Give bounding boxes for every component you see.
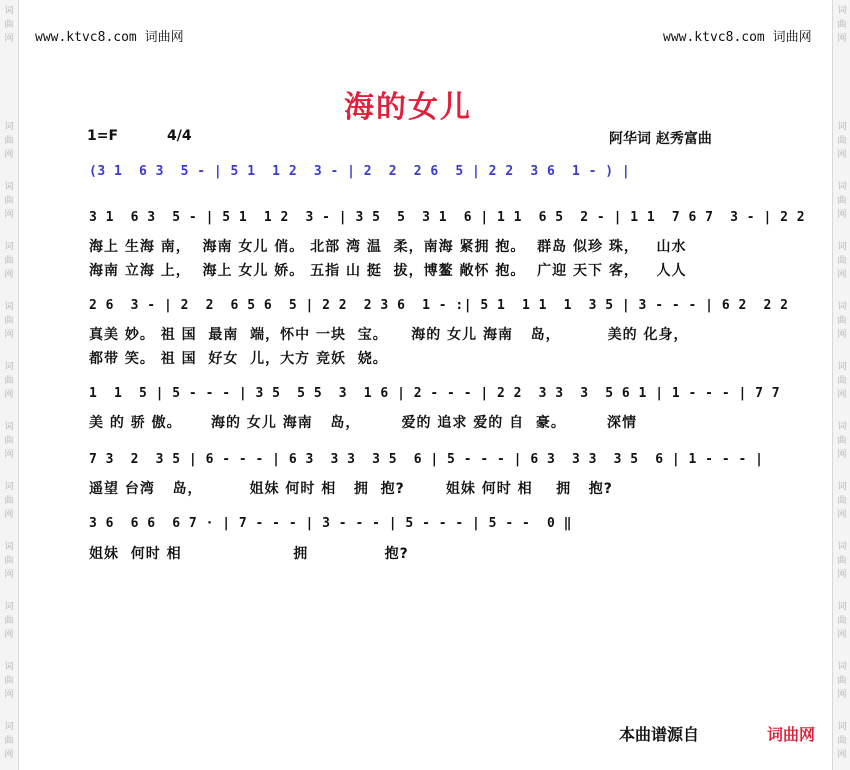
notation-line-3: 1 1 5 | 5 - - - | 3 5 5 5 3 1 6 | 2 - - - | 2 2 3 3 3 5 6 1 | 1 - - - | 7 7 [89,386,781,401]
watermark-text: 词曲网 [837,422,847,460]
watermark-text: 词曲网 [837,182,847,220]
score-page [19,0,831,770]
lyric-line-1b: 海南 立海 上， 海上 女儿 娇。 五指 山 挺 拔，博鳌 敞怀 抱。 广迎 天下 客， 人人 [89,263,687,279]
watermark-text: 词曲网 [837,6,847,44]
song-title: 海的女儿 [344,90,472,125]
watermark-text: 词曲网 [837,542,847,580]
lyric-line-2a: 真美 妙。 祖 国 最南 端，怀中 一块 宝。 海的 女儿 海南 岛， 美的 化身， [89,327,689,343]
watermark-text: 词曲网 [4,302,14,340]
watermark-text: 词曲网 [837,302,847,340]
lyric-line-5: 姐妹 何时 相 拥 抱? [89,546,409,562]
watermark-text: 词曲网 [837,602,847,640]
header-site-left: www.ktvc8.com 词曲网 [35,30,184,45]
watermark-text: 词曲网 [4,122,14,160]
notation-line-2: 2 6 3 - | 2 2 6 5 6 5 | 2 2 2 3 6 1 - :| 5 1 1 1 1 3 5 | 3 - - - | 6 2 2 2 [89,298,789,313]
watermark-text: 词曲网 [4,542,14,580]
watermark-text: 词曲网 [4,362,14,400]
lyric-line-3: 美 的 骄 傲。 海的 女儿 海南 岛， 爱的 追求 爱的 自 豪。 深情 [89,415,637,431]
notation-line-1: 3 1 6 3 5 - | 5 1 1 2 3 - | 3 5 5 3 1 6 | 1 1 6 5 2 - | 1 1 7 6 7 3 - | 2 2 [89,210,806,225]
watermark-text: 词曲网 [4,422,14,460]
lyric-line-4: 遥望 台湾 岛， 姐妹 何时 相 拥 抱? 姐妹 何时 相 拥 抱? [89,481,613,497]
lyric-line-1a: 海上 生海 南， 海南 女儿 俏。 北部 湾 温 柔，南海 紧拥 抱。 群岛 似珍 珠， 山水 [89,239,687,255]
notation-line-4: 7 3 2 3 5 | 6 - - - | 6 3 3 3 3 5 6 | 5 - - - | 6 3 3 3 3 5 6 | 1 - - - | [89,452,764,467]
watermark-text: 词曲网 [837,722,847,760]
watermark-text: 词曲网 [837,242,847,280]
watermark-text: 词曲网 [4,242,14,280]
watermark-text: 词曲网 [837,122,847,160]
watermark-text: 词曲网 [4,482,14,520]
key-signature: 1=F [87,128,119,144]
lyric-line-2b: 都带 笑。 祖 国 好女 儿，大方 竞妖 娆。 [89,351,388,367]
watermark-text: 词曲网 [837,662,847,700]
watermark-text: 词曲网 [4,602,14,640]
header-site-right: www.ktvc8.com 词曲网 [663,30,812,45]
right-watermark-strip [832,0,850,770]
watermark-text: 词曲网 [4,662,14,700]
watermark-text: 词曲网 [4,6,14,44]
intro-notation: (3 1 6 3 5 - | 5 1 1 2 3 - | 2 2 2 6 5 | 2 2 3 6 1 - ) | [89,164,631,179]
left-watermark-strip [0,0,19,770]
watermark-text: 词曲网 [837,482,847,520]
watermark-text: 词曲网 [837,362,847,400]
song-credits: 阿华词 赵秀富曲 [609,131,712,147]
notation-line-5: 3 6 6 6 6 7 · | 7 - - - | 3 - - - | 5 - - - | 5 - - 0 ‖ [89,516,572,531]
time-signature: 4/4 [167,128,192,144]
watermark-text: 词曲网 [4,182,14,220]
footer-source-label: 本曲谱源自 [619,725,700,744]
footer-site-link[interactable]: 词曲网 [767,725,816,744]
watermark-text: 词曲网 [4,722,14,760]
